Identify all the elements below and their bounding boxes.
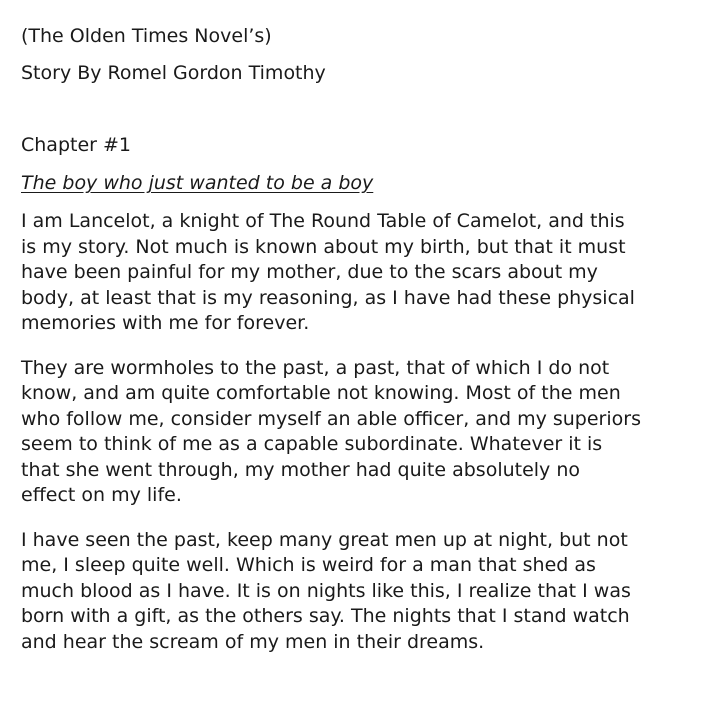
author-byline: Story By Romel Gordon Timothy (21, 62, 326, 84)
paragraph-1: I am Lancelot, a knight of The Round Table of Camelot, and this is my story. Not much is known about my birth, but that it must have been painful for my mother, due to the scars about my body, at least that is my reasoning, as I have had these physical memories with me for forever. (21, 210, 635, 334)
paragraph-3: I have seen the past, keep many great men up at night, but not me, I sleep quite well. Which is weird for a man that shed as much blood as I have. It is on nights like this, I realize that I was born with a gift, as the others say. The nights that I stand watch and hear the scream of my men in their dreams. (21, 528, 631, 653)
paragraph-2: They are wormholes to the past, a past, that of which I do not know, and am quite comfortable not knowing. Most of the men who follow me, consider myself an able officer, and my superiors seem to think of me as a capable subordinate. Whatever it is that she went through, my mother had quite absolutely no effect on my life. (21, 356, 641, 506)
document-page (21, 24, 701, 674)
chapter-title: The boy who just wanted to be a boy (21, 172, 374, 194)
chapter-heading: Chapter #1 (21, 134, 132, 156)
series-title: (The Olden Times Novel’s) (21, 25, 272, 47)
